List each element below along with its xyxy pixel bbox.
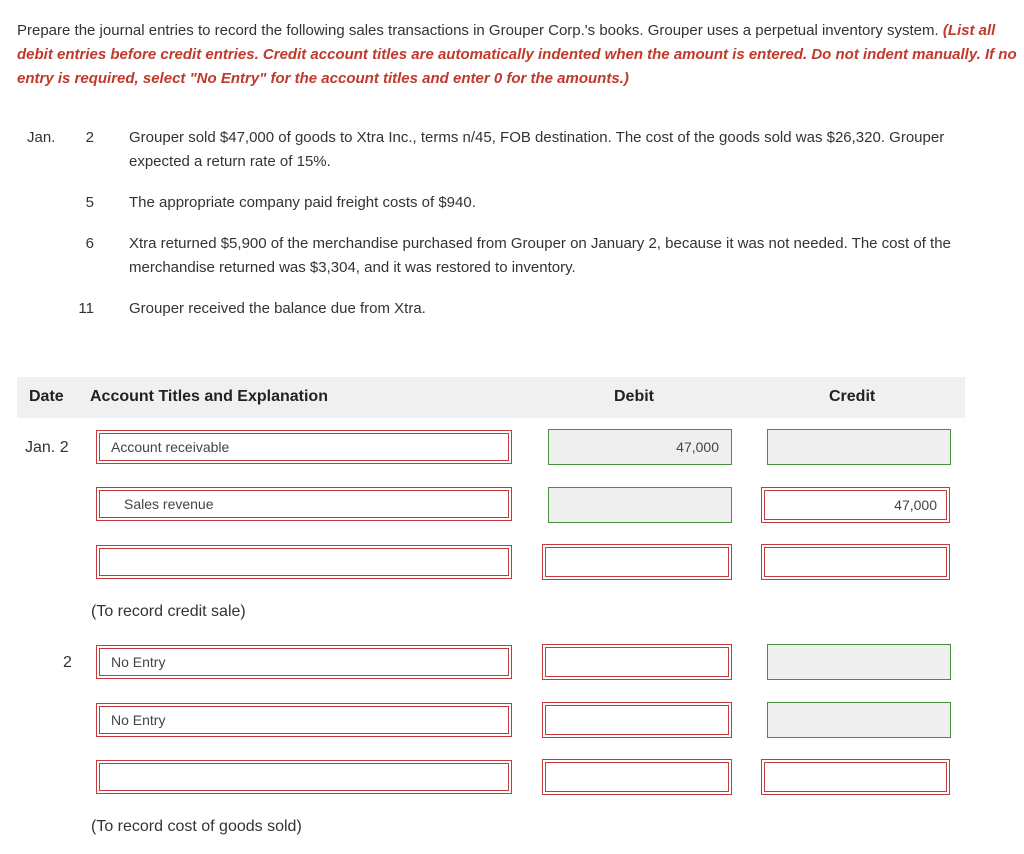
credit-input[interactable] [761,759,950,795]
account-title-input[interactable] [96,430,512,464]
transaction-day: 11 [78,300,94,317]
transaction-day: 2 [85,129,94,146]
entry-date: Jan. 2 [25,439,69,456]
debit-input[interactable] [548,487,732,523]
header-account: Account Titles and Explanation [90,388,328,405]
account-title-input[interactable] [96,703,512,737]
account-title-value: No Entry [111,712,166,728]
transaction-month: Jan. [27,129,56,146]
account-title-input[interactable] [96,545,512,579]
transaction-day: 5 [85,194,94,211]
credit-input[interactable] [767,644,951,680]
account-title-input[interactable] [96,645,512,679]
debit-input[interactable] [542,702,732,738]
journal-table-header [17,377,965,418]
debit-value: 47,000 [676,439,719,455]
instructions-emphasis: (List all debit entries before credit entries. Credit account titles are automatically indented when the amount is entered. Do not indent manually. If no entry is required, select "No Entry" for the account titles and enter 0 for the amounts.) [17,22,1017,87]
entry-explanation: (To record credit sale) [91,603,246,620]
transaction-description: Xtra returned $5,900 of the merchandise purchased from Grouper on January 2, because it was not needed. The cost of the merchandise returned was $3,304, and it was restored to inventory. [129,235,951,276]
header-debit: Debit [614,388,654,405]
debit-input[interactable] [548,429,732,465]
entry-explanation: (To record cost of goods sold) [91,818,302,835]
credit-input[interactable] [767,702,951,738]
credit-input[interactable] [761,544,950,580]
credit-input[interactable] [767,429,951,465]
account-title-input[interactable] [96,487,512,521]
debit-input[interactable] [542,644,732,680]
account-title-value: Account receivable [111,439,230,455]
entry-date: 2 [63,654,72,671]
account-title-input[interactable] [96,760,512,794]
transaction-description: Grouper received the balance due from Xtra. [129,300,426,317]
instructions [17,19,1017,91]
transaction-day: 6 [85,235,94,252]
credit-value: 47,000 [894,497,937,513]
transaction-description: The appropriate company paid freight costs of $940. [129,194,476,211]
debit-input[interactable] [542,759,732,795]
account-title-value: No Entry [111,654,166,670]
debit-input[interactable] [542,544,732,580]
account-title-value: Sales revenue [124,496,214,512]
credit-input[interactable] [761,487,950,523]
header-date: Date [29,388,64,405]
instructions-text: Prepare the journal entries to record the following sales transactions in Grouper Corp.'s books. Grouper uses a perpetual inventory system. [17,22,943,39]
transaction-description: Grouper sold $47,000 of goods to Xtra Inc., terms n/45, FOB destination. The cost of the goods sold was $26,320. Grouper expected a return rate of 15%. [129,129,945,170]
header-credit: Credit [829,388,876,405]
